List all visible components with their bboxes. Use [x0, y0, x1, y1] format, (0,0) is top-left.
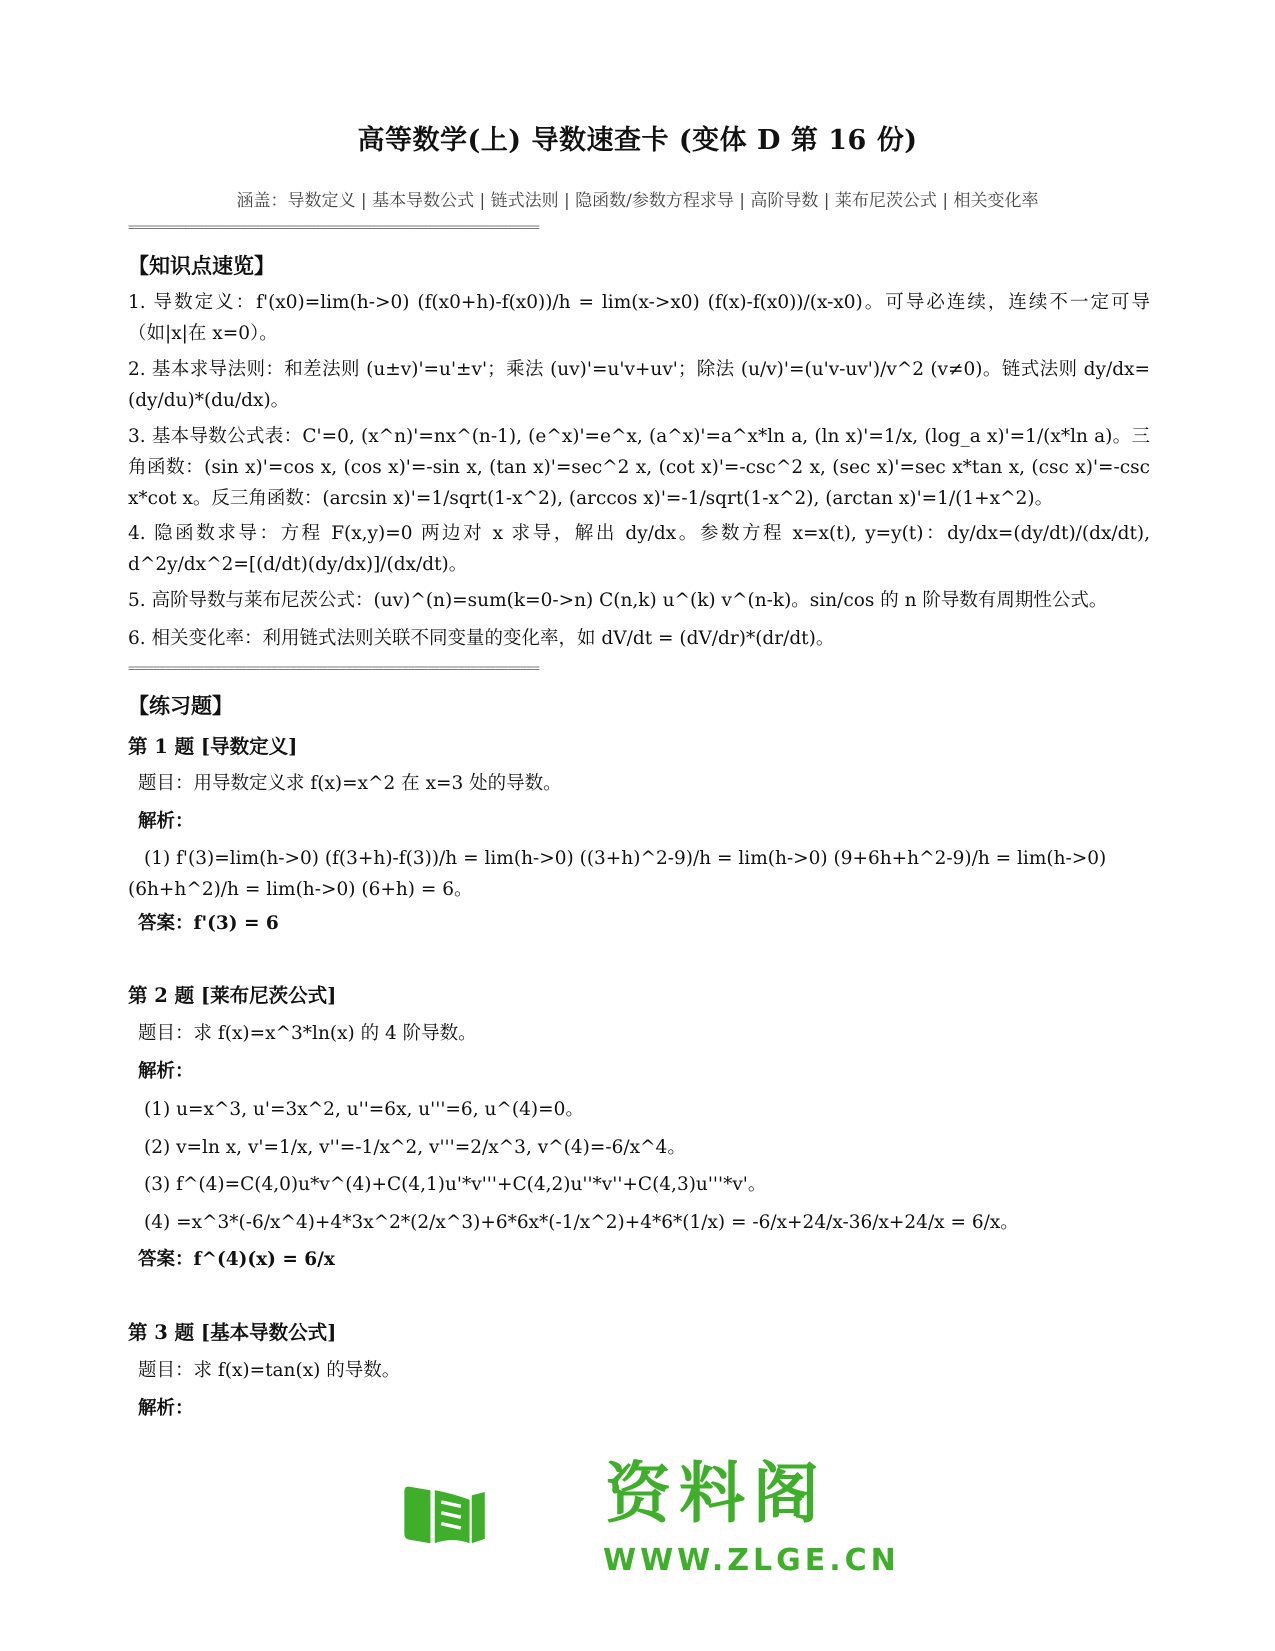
watermark-name: 资料阁 [605, 1455, 827, 1532]
question-heading: 第 1 题 [导数定义] [128, 735, 298, 758]
question-heading: 第 3 题 [基本导数公式] [128, 1321, 337, 1344]
question-heading: 第 2 题 [莱布尼茨公式] [128, 984, 337, 1007]
analysis-label: 解析： [138, 1061, 194, 1082]
answer-text: 答案：f^(4)(x) = 6/x [138, 1249, 335, 1270]
analysis-step: (1) u=x^3, u'=3x^2, u''=6x, u'''=6, u^(4)=0。 [144, 1099, 584, 1120]
analysis-step: (3) f^(4)=C(4,0)u*v^(4)+C(4,1)u'*v'''+C(4,2)u''*v''+C(4,3)u'''*v'。 [144, 1174, 767, 1195]
question-text: 题目：求 f(x)=tan(x) 的导数。 [138, 1360, 401, 1381]
question-text: 题目：求 f(x)=x^3*ln(x) 的 4 阶导数。 [138, 1023, 477, 1044]
knowledge-item: 5. 高阶导数与莱布尼茨公式：(uv)^(n)=sum(k=0->n) C(n,k) u^(k) v^(n-k)。sin/cos 的 n 阶导数有周期性公式。 [128, 590, 1108, 611]
divider-rule: ================================================================== [128, 661, 539, 675]
knowledge-heading: 【知识点速览】 [128, 253, 275, 278]
watermark-url: WWW.ZLGE.CN [603, 1543, 900, 1578]
analysis-step: (4) =x^3*(-6/x^4)+4*3x^2*(2/x^3)+6*6x*(-1/x^2)+4*6*(1/x) = -6/x+24/x-36/x+24/x = 6/x。 [144, 1212, 1019, 1233]
watermark-book-icon [400, 1440, 600, 1590]
page-subtitle: 涵盖：导数定义 | 基本导数公式 | 链式法则 | 隐函数/参数方程求导 | 高阶导数 | 莱布尼茨公式 | 相关变化率 [236, 191, 1039, 211]
analysis-step: (1) f'(3)=lim(h->0) (f(3+h)-f(3))/h = lim(h->0) ((3+h)^2-9)/h = lim(h->0) (9+6h+h^2-9)/h = lim(h->0) (6h+h^2)/h = lim(h->0) (6+h) = 6。 [128, 848, 1107, 900]
analysis-label: 解析： [138, 811, 194, 832]
knowledge-item: 2. 基本求导法则：和差法则 (u±v)'=u'±v'；乘法 (uv)'=u'v+uv'；除法 (u/v)'=(u'v-uv')/v^2 (v≠0)。链式法则 dy/dx=(dy/du)*(du/dx)。 [128, 359, 1150, 411]
knowledge-item: 6. 相关变化率：利用链式法则关联不同变量的变化率，如 dV/dt = (dV/dr)*(dr/dt)。 [128, 628, 835, 649]
knowledge-item: 1. 导数定义：f'(x0)=lim(h->0) (f(x0+h)-f(x0))/h = lim(x->x0) (f(x)-f(x0))/(x-x0)。可导必连续，连续不一定可导（如|x|在 x=0）。 [128, 292, 1150, 344]
question-text: 题目：用导数定义求 f(x)=x^2 在 x=3 处的导数。 [138, 773, 562, 794]
divider-rule: ================================================================== [128, 220, 539, 234]
page-title: 高等数学(上) 导数速查卡 (变体 D 第 16 份) [357, 125, 918, 156]
knowledge-item: 4. 隐函数求导：方程 F(x,y)=0 两边对 x 求导，解出 dy/dx。参数方程 x=x(t), y=y(t)：dy/dx=(dy/dt)/(dx/dt), d^2y/dx^2=[(d/dt)(dy/dx)]/(dx/dt)。 [128, 523, 1150, 575]
analysis-label: 解析： [138, 1398, 194, 1419]
answer-text: 答案：f'(3) = 6 [138, 913, 279, 934]
analysis-step: (2) v=ln x, v'=1/x, v''=-1/x^2, v'''=2/x^3, v^(4)=-6/x^4。 [144, 1137, 686, 1158]
practice-heading: 【练习题】 [128, 693, 233, 718]
knowledge-item: 3. 基本导数公式表：C'=0, (x^n)'=nx^(n-1), (e^x)'=e^x, (a^x)'=a^x*ln a, (ln x)'=1/x, (log_a x)'=1/(x*ln a)。三角函数：(sin x)'=cos x, (cos x)'=-sin x, (tan x)'=sec^2 x, (cot x)'=-csc^2 x, (sec x)'=sec x*tan x, (csc x)'=-csc x*cot x。反三角函数：(arcsin x)'=1/sqrt(1-x^2), (arccos x)'=-1/sqrt(1-x^2), (arctan x)'=1/(1+x^2)。 [128, 426, 1150, 509]
